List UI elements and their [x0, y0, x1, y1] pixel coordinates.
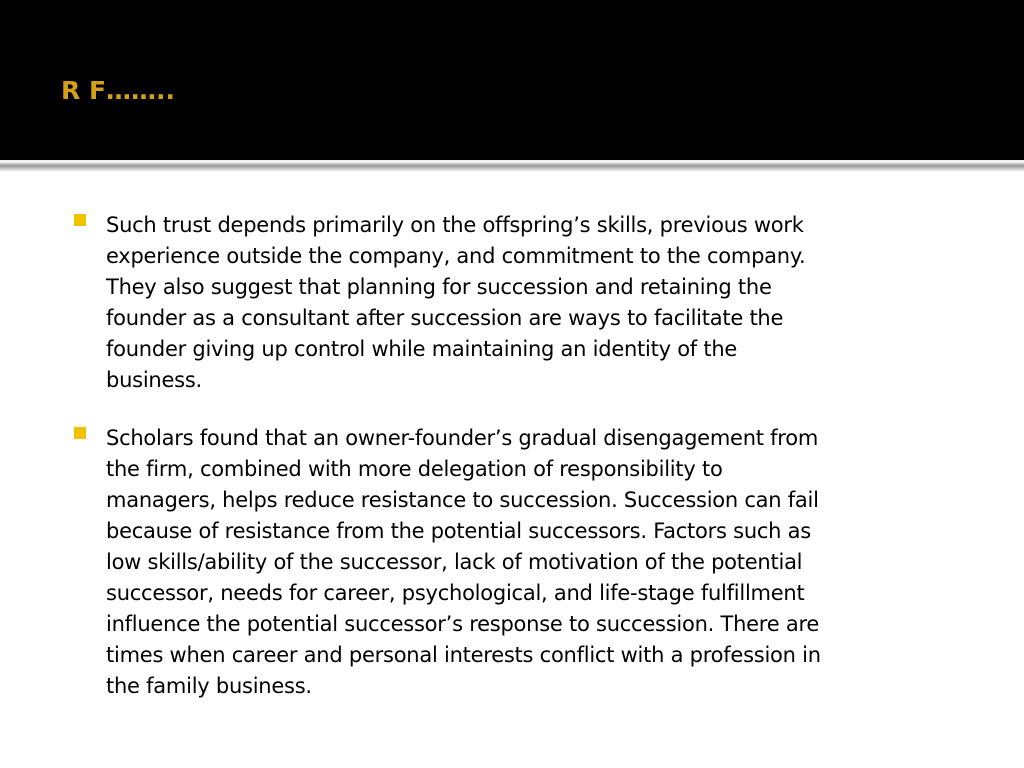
- square-bullet-icon: [74, 214, 86, 226]
- title-bar: [0, 0, 1024, 160]
- bullet-text: Scholars found that an owner-founder’s gradual disengagement from the firm, combined with more delegation of responsibility to managers, helps reduce resistance to succession. Succession can fail because of resistance from the potential successors. Factors such as low skills/ability of the successor, lack of motivation of the potential successor, needs for career, psychological, and life-stage fulfillment influence the potential successor’s response to succession. There are times when career and personal interests conflict with a profession in the family business.: [106, 426, 821, 698]
- square-bullet-icon: [74, 427, 86, 439]
- title-divider: [0, 160, 1024, 172]
- bullet-text: Such trust depends primarily on the offspring’s skills, previous work experience outside the company, and commitment to the company. They also suggest that planning for succession and retaining the founder as a consultant after succession are ways to facilitate the founder giving up control while maintaining an identity of the business.: [106, 213, 806, 392]
- slide-body: [72, 210, 952, 729]
- bullet-item: [72, 210, 952, 396]
- bullet-item: [72, 423, 952, 702]
- slide-title: R F……..: [61, 76, 176, 105]
